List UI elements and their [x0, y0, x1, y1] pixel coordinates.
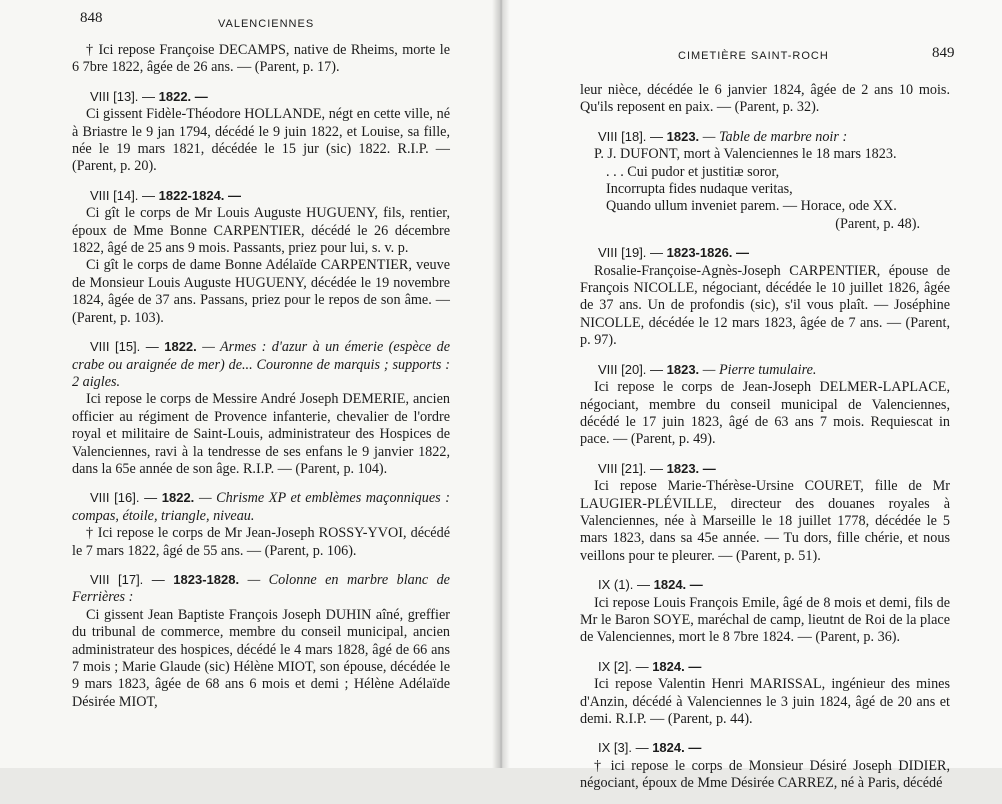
epitaph-entry: [580, 244, 950, 349]
entry-year: 1824. —: [652, 740, 702, 756]
entry-heading: [72, 88, 450, 106]
entry-number: VIII [21]. —: [598, 460, 667, 476]
epitaph-entry: [580, 576, 950, 647]
epitaph-entry: [580, 128, 950, 233]
epitaph-text: Ci gît le corps de Mr Louis Auguste HUGUENY, fils, rentier, époux de Mme Bonne CARPENTIER, décédé le 26 décembre 1822, âgé de 25 ans 9 mois. Passants, priez pour lui, s. v. p.: [72, 205, 450, 257]
entry-number: VIII [13]. —: [90, 88, 159, 104]
entry-number: VIII [17]. —: [90, 571, 174, 587]
epitaph-entry: [580, 460, 950, 565]
epitaph-entry: [72, 88, 450, 176]
entry-heading: [580, 361, 950, 379]
entry-heading: [580, 658, 950, 676]
epitaph-text: P. J. DUFONT, mort à Valenciennes le 18 mars 1823.: [594, 146, 897, 163]
entry-number: VIII [16]. —: [90, 490, 162, 506]
entry-description: — Pierre tumulaire.: [702, 361, 817, 378]
epitaph-text: Ici repose le corps de Messire André Joseph DEMERIE, ancien officier au régiment de Provence infanterie, chevalier de l'ordre royal et militaire de Saint-Louis, administrateur des Hospices de Valenciennes, ravi à la tendresse de ses enfans le 9 janvier 1822, dans la 65e année de son âge. R.I.P. — (Parent, p. 104).: [72, 391, 450, 477]
entry-number: VIII [20]. —: [598, 361, 667, 377]
entry-description: — Table de marbre noir :: [702, 128, 848, 145]
book-gutter: [492, 0, 510, 768]
entry-description: — Colonne en marbre blanc de Ferrières :: [72, 571, 450, 606]
epitaph-text: Ci gissent Fidèle-Théodore HOLLANDE, négt en cette ville, né à Briastre le 9 jan 1794, décédé le 9 juin 1822, et Louise, sa fille, née le 19 mars 1821, décédée le 15 jur (sic) 1822. R.I.P. — (Parent, p. 20).: [72, 106, 450, 175]
epitaph-text: Ici repose Valentin Henri MARISSAL, ingénieur des mines d'Anzin, décédé à Valenciennes le 3 juin 1824, âgé de 20 ans et demi. R.I.P. — (Parent, p. 44).: [580, 676, 950, 727]
verse-line: Quando ullum inveniet parem. — Horace, ode XX.: [606, 198, 897, 215]
epitaph-entry: [580, 658, 950, 729]
entry-year: 1823.: [666, 361, 703, 377]
entry-number: IX [3]. —: [598, 740, 653, 756]
epitaph-text: Ci gissent Jean Baptiste François Joseph DUHIN aîné, greffier du tribunal de commerce, membre du conseil municipal, ancien administrateur des hospices, décédé le 4 mars 1828, âgé de 66 ans 7 mois ; Marie Glaude (sic) Hélène MIOT, son épouse, décédée le 9 mars 1823, âgée de 68 ans 6 mois et demi ; Hélène Adélaïde Désirée MIOT,: [72, 606, 450, 710]
epitaph-entry: [72, 489, 450, 560]
left-page-text: [72, 42, 450, 722]
epitaph-text: Ci gît le corps de dame Bonne Adélaïde CARPENTIER, veuve de Monsieur Louis Auguste HUGUENY, décédée le 19 novembre 1824, âgée de 37 ans. Passans, priez pour le repos de son âme. — (Parent, p. 103).: [72, 257, 450, 326]
entry-year: 1823. —: [666, 460, 716, 476]
verse-line: . . . Cui pudor et justitiæ soror,: [606, 163, 780, 180]
entry-year: 1824. —: [653, 577, 703, 593]
epitaph-text: Ici repose Louis François Emile, âgé de 8 mois et demi, fils de Mr le Baron SOYE, maréchal de camp, lieutnt de Roi de la place de Valenciennes, mort le 8 7bre 1824. — (Parent, p. 36).: [580, 594, 950, 646]
entry-number: VIII [15]. —: [90, 339, 165, 355]
epitaph-text: leur nièce, décédée le 6 janvier 1824, âgée de 2 ans 10 mois. Qu'ils reposent en paix. — (Parent, p. 32).: [580, 82, 950, 116]
epitaph-entry: [72, 42, 450, 77]
entry-year: 1822. —: [158, 88, 208, 104]
epitaph-text: † ici repose le corps de Monsieur Désiré Joseph DIDIER, négociant, époux de Mme Désirée CARREZ, né à Paris, décédé: [580, 757, 950, 792]
entry-heading: [580, 244, 950, 262]
epitaph-entry: [72, 571, 450, 711]
entry-year: 1822-1824. —: [158, 187, 242, 203]
entry-description: — Armes : d'azur à un émerie (espèce de crabe ou araignée de mer) de... Couronne de marquis ; supports : 2 aigles.: [72, 339, 451, 390]
epitaph-text: † Ici repose le corps de Mr Jean-Joseph ROSSY-YVOI, décédé le 7 mars 1822, âgé de 55 ans. — (Parent, p. 106).: [72, 525, 450, 559]
entry-year: 1824. —: [652, 658, 702, 674]
epitaph-text: Ici repose Marie-Thérèse-Ursine COURET, fille de Mr LAUGIER-PLÉVILLE, directeur des douanes royales à Valenciennes, née à Marseille le 18 juillet 1778, décédée le 5 mars 1823, dans sa 45e année. — Tu dors, fille chérie, et nous veillons pour te pleurer. — (Parent, p. 51).: [580, 478, 950, 564]
entry-heading: [72, 571, 450, 607]
entry-year: 1823-1828.: [173, 571, 248, 587]
epitaph-text: † Ici repose Françoise DECAMPS, native de Rheims, morte le 6 7bre 1822, âgée de 26 ans. — (Parent, p. 17).: [72, 42, 450, 76]
verse-line: Incorrupta fides nudaque veritas,: [606, 181, 793, 198]
right-running-head: CIMETIÈRE SAINT-ROCH: [678, 50, 829, 62]
epitaph-entry: [580, 739, 950, 792]
entry-number: VIII [19]. —: [598, 245, 667, 261]
entry-heading: [580, 739, 950, 757]
entry-heading: [72, 187, 450, 205]
entry-number: IX (1). —: [598, 577, 654, 593]
entry-number: VIII [18]. —: [598, 128, 667, 144]
citation: (Parent, p. 48).: [835, 215, 920, 232]
entry-year: 1823.: [666, 128, 703, 144]
epitaph-entry: [72, 187, 450, 327]
entry-number: VIII [14]. —: [90, 187, 159, 203]
entry-heading: [72, 489, 450, 525]
entry-description: — Chrisme XP et emblèmes maçonniques : compas, étoile, triangle, niveau.: [72, 490, 450, 524]
right-page-number: 849: [932, 45, 955, 61]
entry-heading: [580, 460, 950, 478]
epitaph-text: Ici repose le corps de Jean-Joseph DELMER-LAPLACE, négociant, membre du conseil municipal de Valenciennes, décédé le 17 juin 1823, âgé de 63 ans 7 mois. Requiescat in pace. — (Parent, p. 49).: [580, 379, 950, 448]
entry-year: 1823-1826. —: [666, 245, 750, 261]
epitaph-entry: [72, 338, 450, 478]
left-running-head: VALENCIENNES: [218, 18, 315, 30]
entry-heading: [72, 338, 450, 391]
right-page-text: [580, 82, 950, 804]
epitaph-text: Rosalie-Françoise-Agnès-Joseph CARPENTIER, épouse de François NICOLLE, négociant, décédée le 10 juillet 1826, âgée de 37 ans. Un de profondis (sic), s'il vous plaît. — Joséphine NICOLLE, décédée le 12 mars 1823, âgée de 7 ans. — (Parent, p. 97).: [580, 262, 950, 349]
entry-year: 1822.: [164, 339, 203, 355]
epitaph-entry: [580, 361, 950, 449]
left-page-number: 848: [80, 10, 103, 26]
entry-heading: [580, 128, 950, 146]
entry-year: 1822.: [161, 490, 199, 506]
epitaph-entry: [580, 82, 950, 117]
entry-number: IX [2]. —: [598, 658, 653, 674]
entry-heading: [580, 576, 950, 594]
